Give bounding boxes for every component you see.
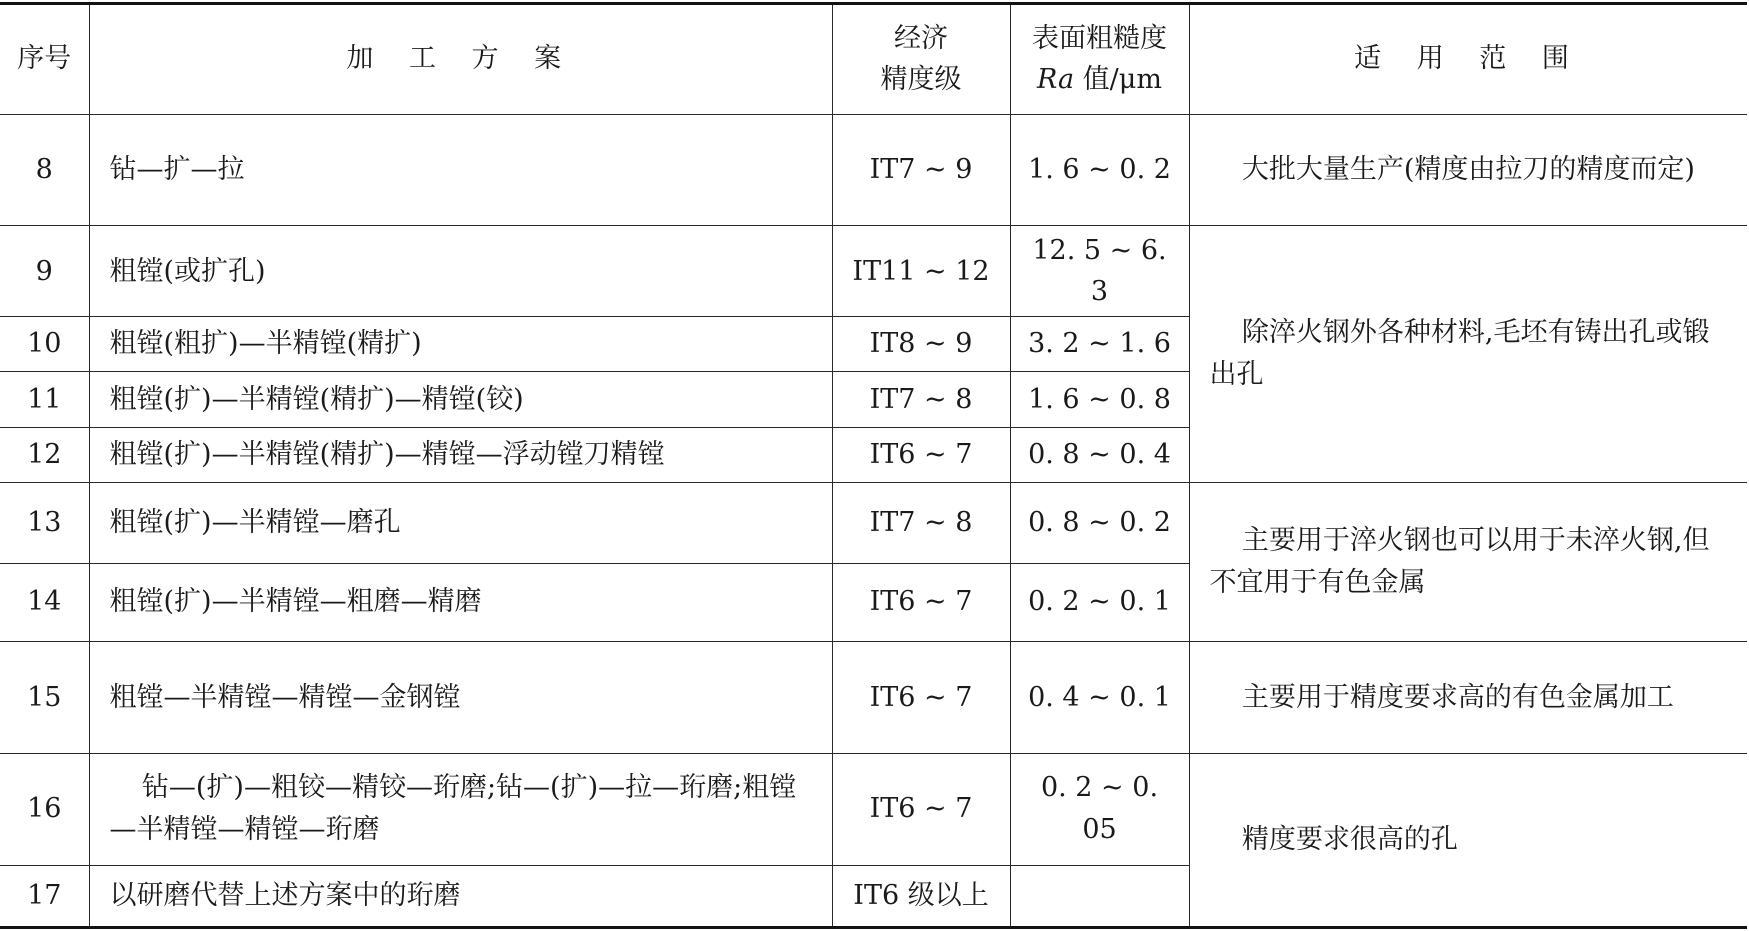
row-scheme: 粗镗(或扩孔) xyxy=(89,226,832,317)
machining-scheme-table xyxy=(0,2,1747,929)
row-scheme: 粗镗(扩)—半精镗—粗磨—精磨 xyxy=(89,563,832,641)
row-scheme: 粗镗—半精镗—精镗—金钢镗 xyxy=(89,642,832,754)
table-row xyxy=(0,753,1747,865)
header-grade xyxy=(832,4,1010,115)
ra-symbol: Ra xyxy=(1037,64,1075,96)
scope-cell: 主要用于淬火钢也可以用于未淬火钢,但不宜用于有色金属 xyxy=(1189,482,1747,641)
header-roughness xyxy=(1010,4,1189,115)
table-header-row xyxy=(0,4,1747,115)
row-grade: IT7 ~ 9 xyxy=(832,114,1010,226)
header-scheme: 加 工 方 案 xyxy=(89,4,832,115)
row-roughness: 3. 2 ~ 1. 6 xyxy=(1010,317,1189,372)
row-scheme: 粗镗(粗扩)—半精镗(精扩) xyxy=(89,317,832,372)
table-row xyxy=(0,482,1747,563)
row-scheme: 粗镗(扩)—半精镗—磨孔 xyxy=(89,482,832,563)
row-roughness xyxy=(1010,865,1189,927)
row-scheme: 粗镗(扩)—半精镗(精扩)—精镗(铰) xyxy=(89,372,832,428)
row-grade: IT7 ~ 8 xyxy=(832,372,1010,428)
row-roughness: 1. 6 ~ 0. 2 xyxy=(1010,114,1189,226)
row-roughness: 0. 2 ~ 0. 1 xyxy=(1010,563,1189,641)
row-scheme: 钻—扩—拉 xyxy=(89,114,832,226)
row-roughness: 0. 8 ~ 0. 2 xyxy=(1010,482,1189,563)
header-grade-line2: 精度级 xyxy=(880,64,962,96)
row-no: 8 xyxy=(0,114,89,226)
row-scheme: 粗镗(扩)—半精镗(精扩)—精镗—浮动镗刀精镗 xyxy=(89,428,832,483)
header-no: 序号 xyxy=(0,4,89,115)
table-row xyxy=(0,226,1747,317)
row-roughness: 0. 4 ~ 0. 1 xyxy=(1010,642,1189,754)
row-no: 14 xyxy=(0,563,89,641)
header-grade-line1: 经济 xyxy=(894,22,948,54)
row-grade: IT7 ~ 8 xyxy=(832,482,1010,563)
row-scheme: 钻—(扩)—粗铰—精铰—珩磨;钻—(扩)—拉—珩磨;粗镗—半精镗—精镗—珩磨 xyxy=(89,753,832,865)
row-scheme: 以研磨代替上述方案中的珩磨 xyxy=(89,865,832,927)
row-grade: IT11 ~ 12 xyxy=(832,226,1010,317)
row-no: 15 xyxy=(0,642,89,754)
row-no: 12 xyxy=(0,428,89,483)
header-scope: 适 用 范 围 xyxy=(1189,4,1747,115)
row-no: 16 xyxy=(0,753,89,865)
scope-cell: 大批大量生产(精度由拉刀的精度而定) xyxy=(1189,114,1747,226)
row-roughness: 0. 8 ~ 0. 4 xyxy=(1010,428,1189,483)
table-row xyxy=(0,114,1747,226)
scope-cell: 除淬火钢外各种材料,毛坯有铸出孔或锻出孔 xyxy=(1189,226,1747,483)
table-row xyxy=(0,642,1747,754)
header-roughness-line1: 表面粗糙度 xyxy=(1032,22,1167,54)
row-grade: IT8 ~ 9 xyxy=(832,317,1010,372)
row-roughness: 12. 5 ~ 6. 3 xyxy=(1010,226,1189,317)
row-grade: IT6 ~ 7 xyxy=(832,428,1010,483)
row-no: 10 xyxy=(0,317,89,372)
row-grade: IT6 ~ 7 xyxy=(832,563,1010,641)
row-no: 9 xyxy=(0,226,89,317)
row-no: 13 xyxy=(0,482,89,563)
row-grade: IT6 ~ 7 xyxy=(832,753,1010,865)
row-no: 11 xyxy=(0,372,89,428)
row-grade: IT6 ~ 7 xyxy=(832,642,1010,754)
row-roughness: 1. 6 ~ 0. 8 xyxy=(1010,372,1189,428)
row-roughness: 0. 2 ~ 0. 05 xyxy=(1010,753,1189,865)
header-roughness-line2 xyxy=(1023,59,1177,101)
row-grade: IT6 级以上 xyxy=(832,865,1010,927)
scope-cell: 精度要求很高的孔 xyxy=(1189,753,1747,927)
scope-cell: 主要用于精度要求高的有色金属加工 xyxy=(1189,642,1747,754)
row-no: 17 xyxy=(0,865,89,927)
ra-unit: 值/μm xyxy=(1074,64,1162,96)
